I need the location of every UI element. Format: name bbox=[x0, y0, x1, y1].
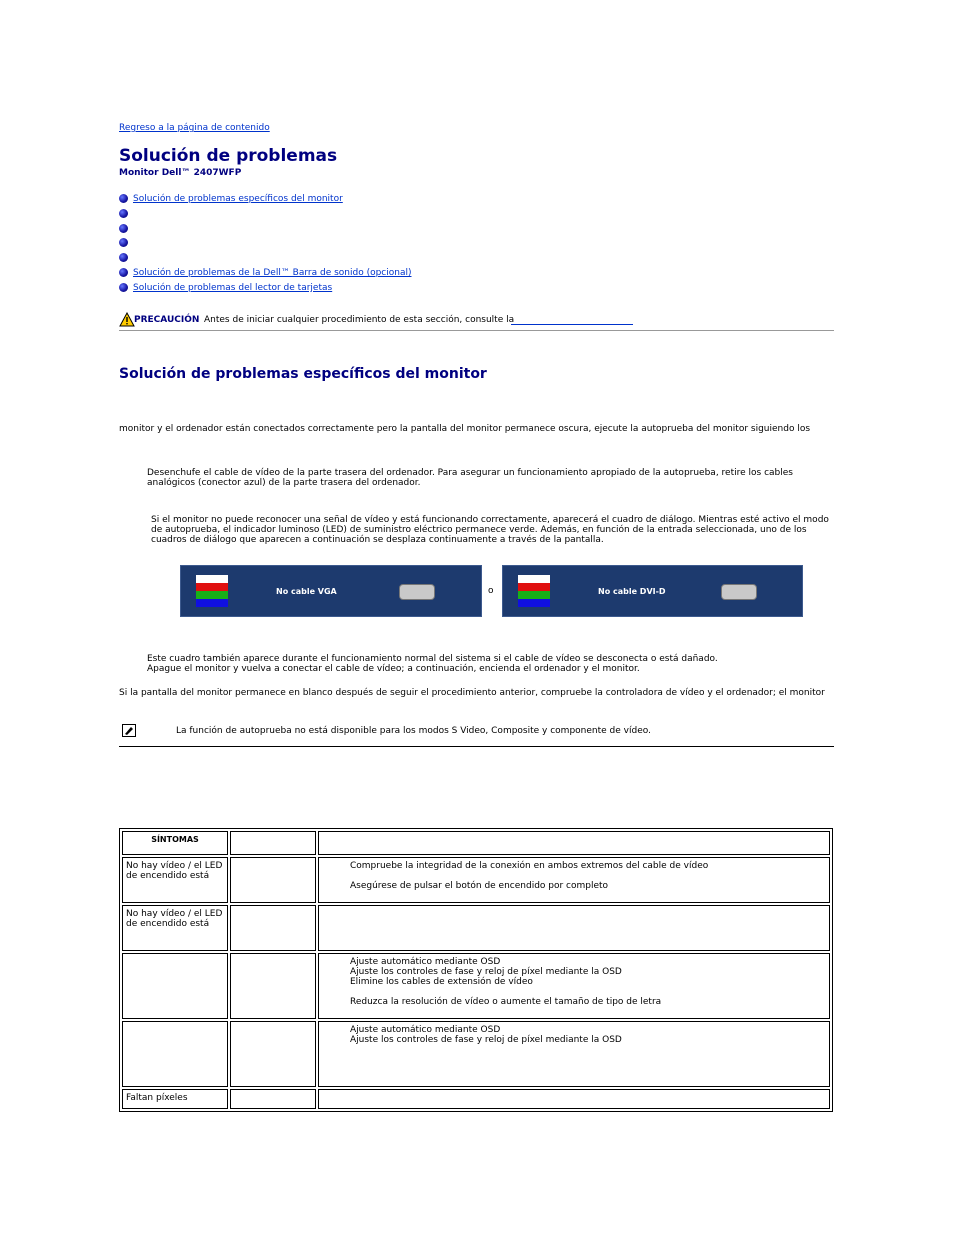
toc-item bbox=[119, 208, 457, 223]
step-3a-text: Este cuadro también aparece durante el funcionamiento normal del sistema si el cable de vídeo se desconecta o está dañado. bbox=[147, 654, 718, 664]
toc-item bbox=[119, 223, 457, 238]
description-cell bbox=[230, 1089, 316, 1109]
dialog-message-vga: No cable VGA bbox=[276, 587, 337, 596]
symptom-cell: No hay vídeo / el LED de encendido está bbox=[122, 857, 228, 903]
page-subtitle: Monitor Dell™ 2407WFP bbox=[119, 168, 242, 178]
symptoms-table bbox=[119, 828, 833, 1112]
table-row bbox=[122, 1089, 830, 1109]
toc-link-3[interactable] bbox=[133, 223, 207, 233]
header-col-3 bbox=[318, 831, 830, 855]
section-heading: Solución de problemas específicos del monitor bbox=[119, 366, 487, 382]
description-cell bbox=[230, 953, 316, 1019]
solution-line: Ajuste los controles de fase y reloj de píxel mediante la OSD bbox=[350, 1035, 622, 1045]
toc-link-2[interactable] bbox=[133, 208, 222, 218]
description-cell bbox=[230, 1021, 316, 1087]
note-text: La función de autoprueba no está disponible para los modos S Video, Composite y componente de vídeo. bbox=[176, 726, 651, 736]
description-cell bbox=[230, 905, 316, 951]
safety-instructions-link[interactable] bbox=[511, 324, 633, 325]
bullet-icon bbox=[119, 268, 128, 277]
color-bars-icon bbox=[518, 575, 550, 607]
solution-cell bbox=[318, 1021, 830, 1087]
solution-line: Compruebe la integridad de la conexión en ambos extremos del cable de vídeo bbox=[350, 861, 709, 871]
dialog-message-dvi: No cable DVI-D bbox=[598, 587, 666, 596]
note-icon bbox=[122, 724, 136, 737]
toc-item bbox=[119, 282, 457, 297]
no-cable-dvi-dialog bbox=[502, 565, 803, 617]
vga-connector-icon bbox=[399, 584, 435, 600]
back-to-contents-link[interactable]: Regreso a la página de contenido bbox=[119, 123, 270, 133]
table-row bbox=[122, 905, 830, 951]
color-bars-icon bbox=[196, 575, 228, 607]
toc-link-monitor[interactable]: Solución de problemas específicos del monitor bbox=[133, 194, 343, 204]
intro-text: monitor y el ordenador están conectados correctamente pero la pantalla del monitor permanece oscura, ejecute la autoprueba del monitor siguiendo los bbox=[119, 424, 811, 434]
step-1-text: Desenchufe el cable de vídeo de la parte trasera del ordenador. Para asegurar un funcionamiento apropiado de la autoprueba, retire los cables analógicos (conector azul) de la parte trasera del ordenador. bbox=[147, 468, 793, 488]
symptom-cell: No hay vídeo / el LED de encendido está bbox=[122, 905, 228, 951]
caution-label: PRECAUCIÓN bbox=[134, 315, 200, 325]
solution-line: Ajuste los controles de fase y reloj de píxel mediante la OSD bbox=[350, 967, 622, 977]
solution-line: Elimine los cables de extensión de vídeo bbox=[350, 977, 533, 987]
solution-line: Ajuste automático mediante OSD bbox=[350, 957, 501, 967]
bullet-icon bbox=[119, 283, 128, 292]
bullet-icon bbox=[119, 253, 128, 262]
bullet-icon bbox=[119, 224, 128, 233]
caution-text: Antes de iniciar cualquier procedimiento de esta sección, consulte la bbox=[204, 315, 515, 325]
header-col-2 bbox=[230, 831, 316, 855]
solution-line: Reduzca la resolución de vídeo o aumente el tamaño de tipo de letra bbox=[350, 997, 662, 1007]
symptom-cell bbox=[122, 1021, 228, 1087]
dialog-separator: o bbox=[488, 586, 494, 596]
caution-notice bbox=[119, 312, 834, 331]
toc-link-5[interactable] bbox=[133, 252, 457, 262]
step-3b-text: Apague el monitor y vuelva a conectar el cable de vídeo; a continuación, encienda el ordenador y el monitor. bbox=[147, 664, 640, 674]
solution-cell bbox=[318, 953, 830, 1019]
toc-link-card-reader[interactable]: Solución de problemas del lector de tarjetas bbox=[133, 282, 333, 293]
table-row bbox=[122, 1021, 830, 1087]
description-cell bbox=[230, 857, 316, 903]
solution-cell bbox=[318, 1089, 830, 1109]
toc-link-soundbar[interactable]: Solución de problemas de la Dell™ Barra de sonido (opcional) bbox=[133, 267, 412, 278]
solution-line: Asegúrese de pulsar el botón de encendido por completo bbox=[350, 881, 609, 891]
solution-cell bbox=[318, 857, 830, 903]
header-symptoms: SÍNTOMAS bbox=[122, 831, 228, 855]
table-row bbox=[122, 953, 830, 1019]
bullet-icon bbox=[119, 209, 128, 218]
page-title: Solución de problemas bbox=[119, 146, 338, 166]
toc-item bbox=[119, 252, 457, 267]
solution-line: Ajuste automático mediante OSD bbox=[350, 1025, 501, 1035]
solution-cell bbox=[318, 905, 830, 951]
toc-item bbox=[119, 193, 457, 208]
table-of-contents bbox=[119, 193, 457, 297]
after-test-text: Si la pantalla del monitor permanece en blanco después de seguir el procedimiento anterior, compruebe la controladora de vídeo y el ordenador; el monitor bbox=[119, 688, 825, 698]
step-2-text: Si el monitor no puede reconocer una señal de vídeo y está funcionando correctamente, aparecerá el cuadro de diálogo. Mientras esté activo el modo de autoprueba, el indicador luminoso (LED) de suministro eléctrico permanece verde. Además, en función de la entrada seleccionada, uno de los cuadros de diálogo que aparecen a continuación se desplaza continuamente a través de la pantalla. bbox=[151, 515, 829, 545]
warning-icon bbox=[119, 312, 135, 327]
bullet-icon bbox=[119, 238, 128, 247]
dvi-connector-icon bbox=[721, 584, 757, 600]
symptom-cell: Faltan píxeles bbox=[122, 1089, 228, 1109]
toc-item bbox=[119, 237, 457, 252]
divider bbox=[119, 746, 834, 747]
table-header-row bbox=[122, 831, 830, 855]
bullet-icon bbox=[119, 194, 128, 203]
table-row bbox=[122, 857, 830, 903]
toc-item bbox=[119, 267, 457, 282]
symptom-cell bbox=[122, 953, 228, 1019]
toc-link-4[interactable] bbox=[133, 237, 290, 247]
page-bottom-margin bbox=[0, 1120, 954, 1235]
no-cable-vga-dialog bbox=[180, 565, 482, 617]
